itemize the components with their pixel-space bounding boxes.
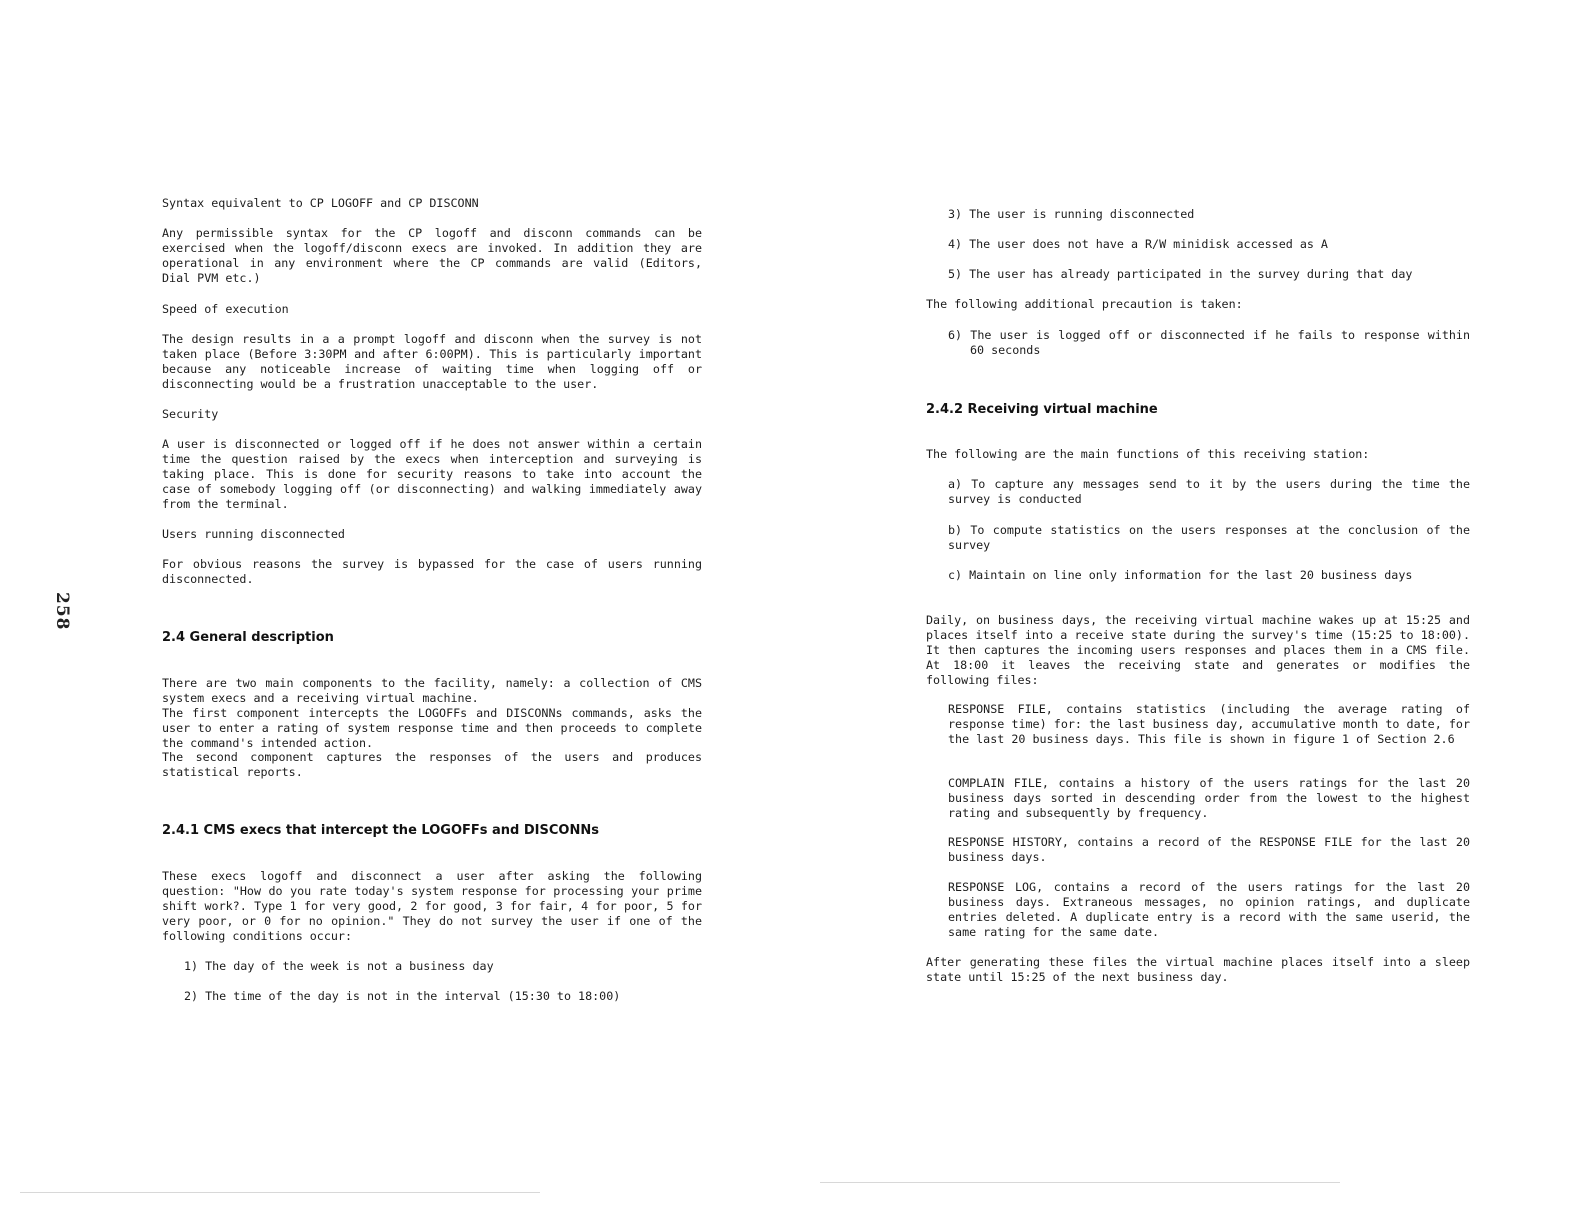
users-disconnected-paragraph: For obvious reasons the survey is bypassed for the case of users running disconnected. [162,557,702,586]
response-file-paragraph: RESPONSE FILE, contains statistics (including the average rating of response time) for: the last business day, accumulative month to date, for the last 20 business days. This file is shown in figure 1 of Section 2.6 [948,702,1470,746]
condition-item-4: 4) The user does not have a R/W minidisk accessed as A [948,237,1328,251]
section-heading-2-4: 2.4 General description [162,630,334,645]
section-heading-2-4-2: 2.4.2 Receiving virtual machine [926,402,1158,417]
section-heading-2-4-1: 2.4.1 CMS execs that intercept the LOGOFFs and DISCONNs [162,823,599,838]
general-paragraph-1: There are two main components to the facility, namely: a collection of CMS system execs and a receiving virtual machine. [162,676,702,705]
functions-paragraph: The following are the main functions of this receiving station: [926,447,1370,461]
scan-artifact-line [820,1182,1340,1183]
response-log-paragraph: RESPONSE LOG, contains a record of the users ratings for the last 20 business days. Extraneous messages, no opinion ratings, and duplicate entries deleted. A duplicate entry is a record with the same userid, the same rating for the same date. [948,880,1470,939]
page-number: 258 [52,592,72,631]
speed-paragraph: The design results in a a prompt logoff and disconn when the survey is not taken place (Before 3:30PM and after 6:00PM). This is particularly important because any noticeable increase of waiting time when logging off or disconnecting would be a frustration unacceptable to the user. [162,332,702,391]
condition-item-6: 6) The user is logged off or disconnected if he fails to response within 60 seconds [948,328,1470,357]
scan-artifact-line [20,1192,540,1193]
complain-file-paragraph: COMPLAIN FILE, contains a history of the users ratings for the last 20 business days sorted in descending order from the lowest to the highest rating and subsequently by frequency. [948,776,1470,820]
after-paragraph: After generating these files the virtual machine places itself into a sleep state until 15:25 of the next business day. [926,955,1470,984]
speed-heading: Speed of execution [162,302,289,316]
condition-item-5: 5) The user has already participated in the survey during that day [948,267,1413,281]
general-paragraph-2: The first component intercepts the LOGOFFs and DISCONNs commands, asks the user to enter a rating of system response time and then proceeds to complete the command's intended action. [162,706,702,750]
users-disconnected-heading: Users running disconnected [162,527,345,541]
syntax-paragraph: Any permissible syntax for the CP logoff and disconn commands can be exercised when the logoff/disconn execs are invoked. In addition they are operational in any environment where the CP commands are valid (Editors, Dial PVM etc.) [162,226,702,285]
syntax-heading: Syntax equivalent to CP LOGOFF and CP DISCONN [162,196,479,210]
daily-paragraph: Daily, on business days, the receiving virtual machine wakes up at 15:25 and places itself into a receive state during the survey's time (15:25 to 18:00). It then captures the incoming users responses and places them in a CMS file. At 18:00 it leaves the receiving state and generates or modifies the following files: [926,613,1470,687]
precaution-paragraph: The following additional precaution is taken: [926,297,1243,311]
response-history-paragraph: RESPONSE HISTORY, contains a record of the RESPONSE FILE for the last 20 business days. [948,835,1470,864]
function-item-b: b) To compute statistics on the users responses at the conclusion of the survey [948,523,1470,552]
condition-item-3: 3) The user is running disconnected [948,207,1195,221]
condition-item-1: 1) The day of the week is not a business day [184,959,494,973]
condition-item-2: 2) The time of the day is not in the interval (15:30 to 18:00) [184,989,621,1003]
cms-execs-paragraph: These execs logoff and disconnect a user after asking the following question: "How do you rate today's system response for processing your prime shift work?. Type 1 for very good, 2 for good, 3 for fair, 4 for poor, 5 for very poor, or 0 for no opinion." They do not survey the user if one of the following conditions occur: [162,869,702,943]
security-paragraph: A user is disconnected or logged off if he does not answer within a certain time the question raised by the execs when interception and surveying is taking place. This is done for security reasons to take into account the case of somebody logging off (or disconnecting) and walking immediately away from the terminal. [162,437,702,511]
function-item-c: c) Maintain on line only information for the last 20 business days [948,568,1413,582]
function-item-a: a) To capture any messages send to it by the users during the time the survey is conducted [948,477,1470,506]
security-heading: Security [162,407,219,421]
general-paragraph-3: The second component captures the responses of the users and produces statistical reports. [162,750,702,779]
